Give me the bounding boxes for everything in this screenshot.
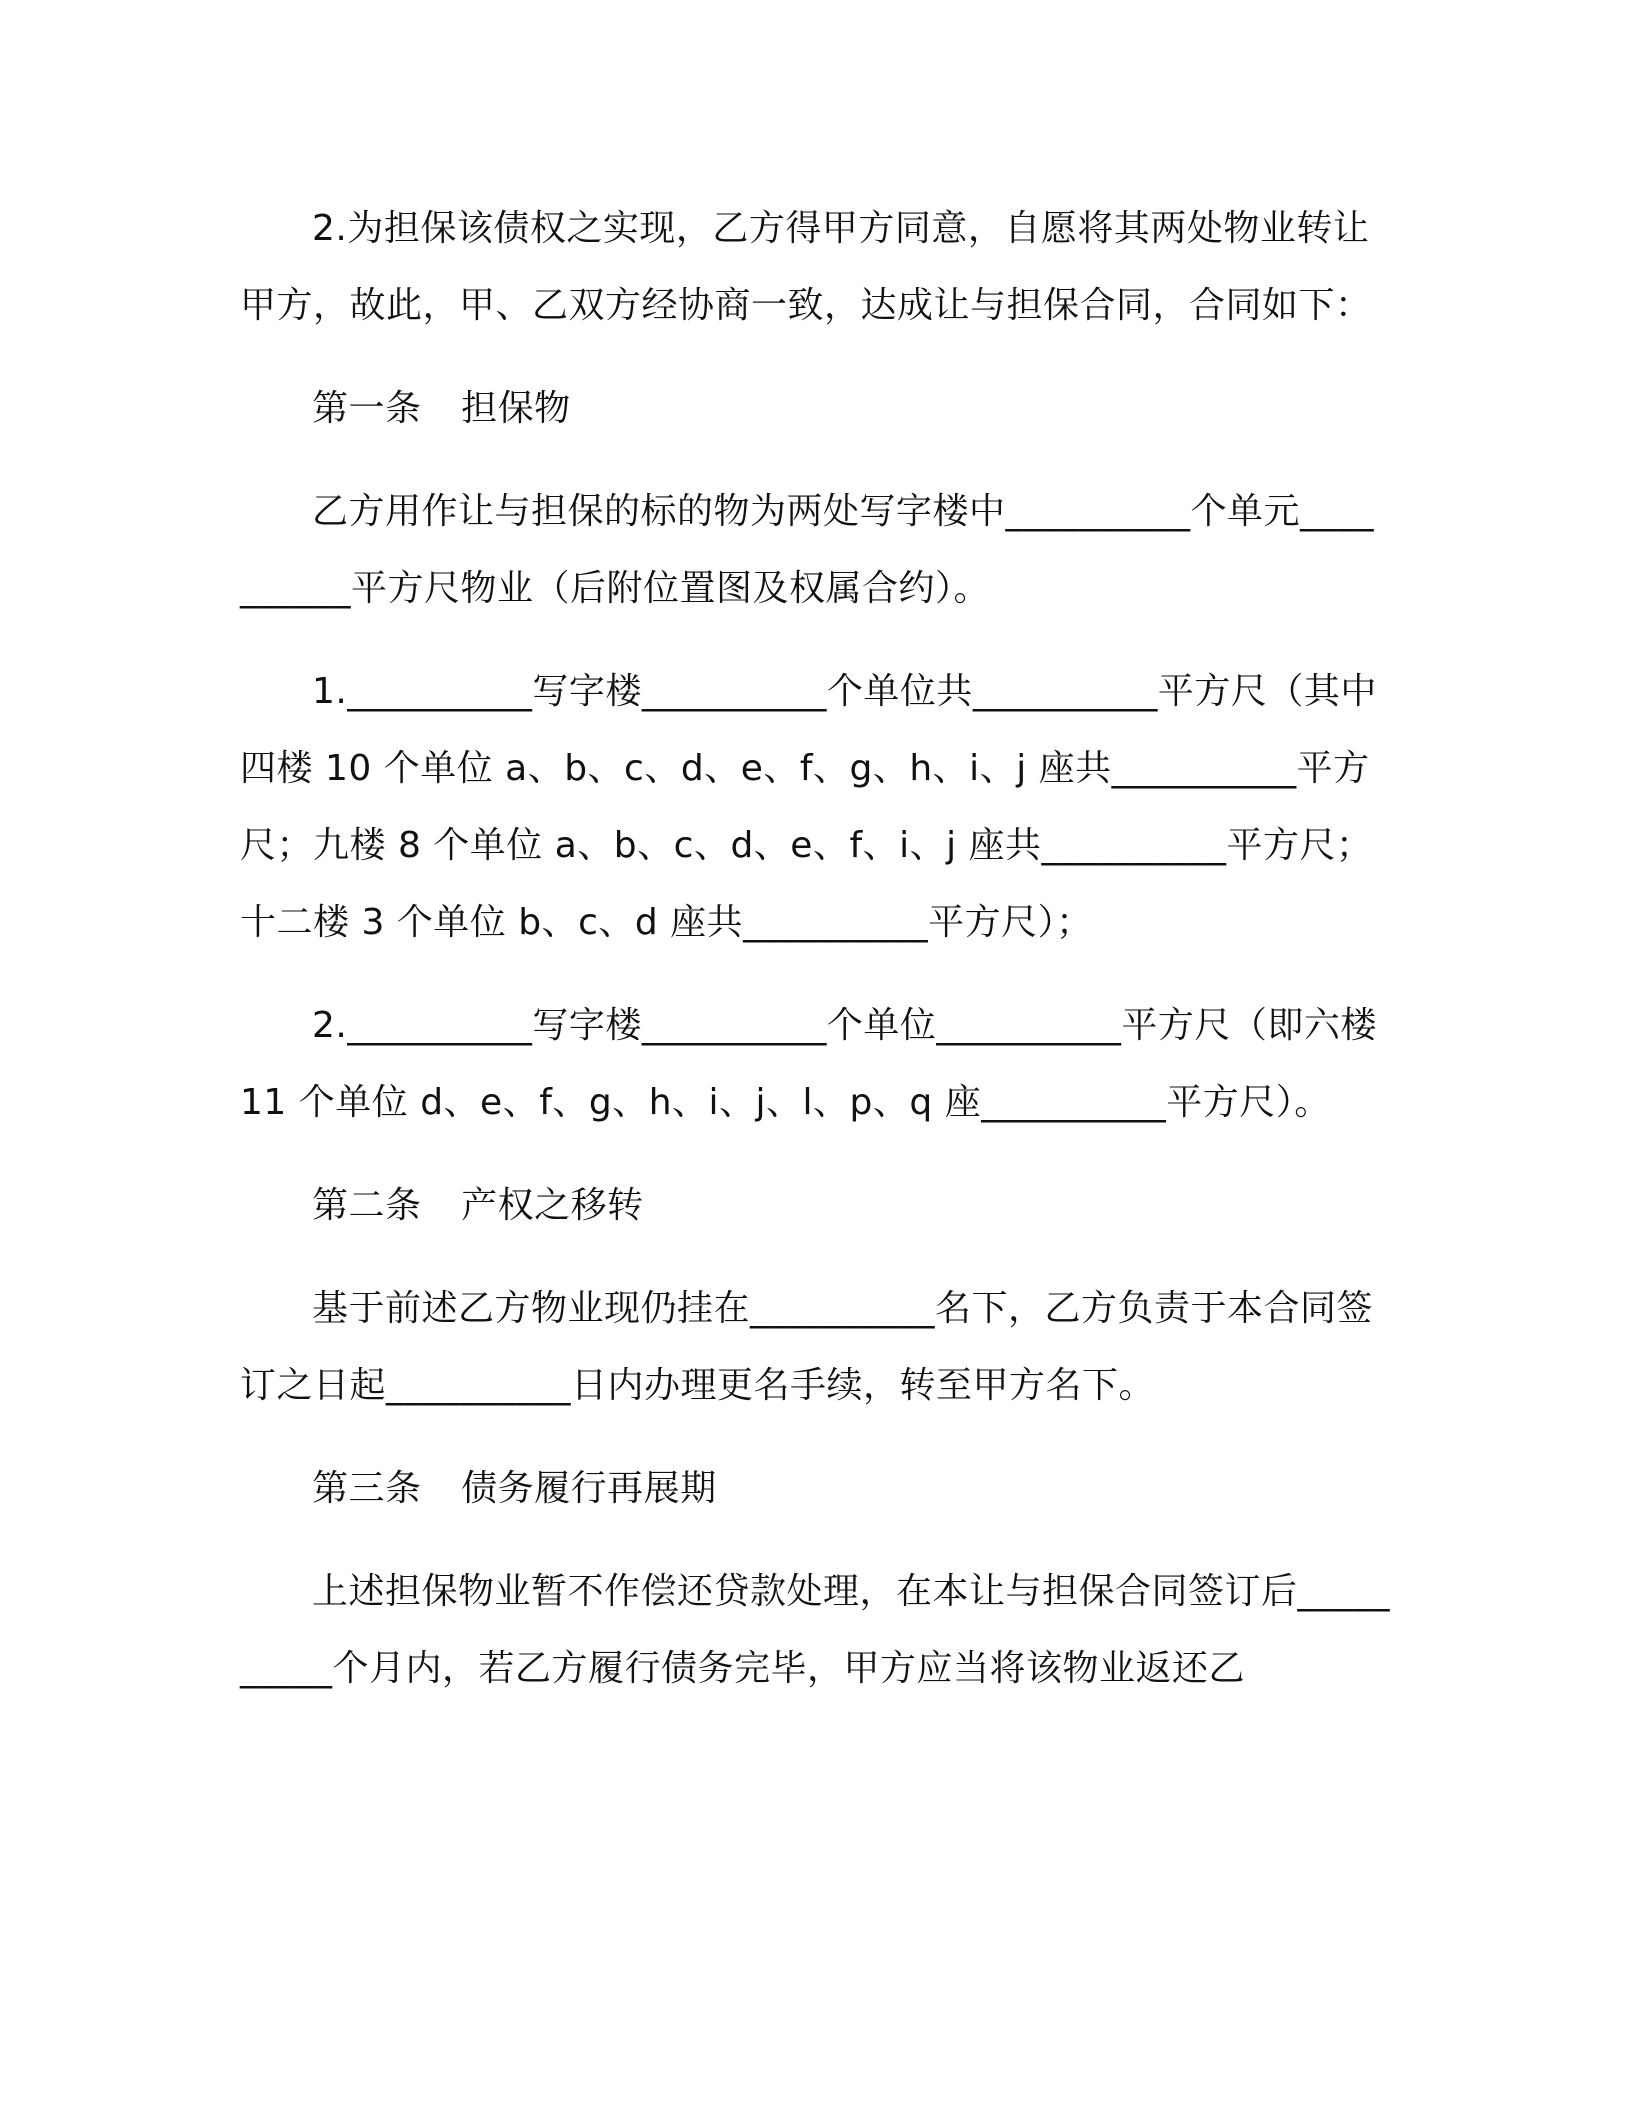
article-title: 债务履行再展期 [461, 1468, 717, 1509]
document-body [240, 190, 1390, 1733]
article-heading-1 [240, 370, 1390, 447]
article-number: 第三条 [312, 1468, 422, 1509]
article-heading-3 [240, 1450, 1390, 1527]
paragraph-extension: 上述担保物业暂不作偿还贷款处理，在本让与担保合同签订后__________个月内，若乙方履行债务完毕，甲方应当将该物业返还乙 [240, 1571, 1391, 1689]
paragraph-property-1: 1.__________写字楼__________个单位共__________平方尺（其中四楼 10 个单位 a、b、c、d、e、f、g、h、i、j 座共__________平方尺；九楼 8 个单位 a、b、c、d、e、f、i、j 座共__________平方尺；十二楼 3 个单位 b、c、d 座共__________平方尺）； [240, 671, 1377, 943]
article-number: 第一条 [312, 388, 422, 429]
paragraph-transfer: 基于前述乙方物业现仍挂在__________名下，乙方负责于本合同签订之日起__________日内办理更名手续，转至甲方名下。 [240, 1288, 1374, 1406]
article-title: 产权之移转 [461, 1185, 644, 1226]
article-heading-2 [240, 1167, 1390, 1244]
paragraph-collateral: 乙方用作让与担保的标的物为两处写字楼中__________个单元__________平方尺物业（后附位置图及权属合约）。 [240, 491, 1375, 609]
article-title: 担保物 [461, 388, 571, 429]
paragraph-property-2: 2.__________写字楼__________个单位__________平方尺（即六楼 11 个单位 d、e、f、g、h、i、j、l、p、q 座__________平方尺）。 [240, 1005, 1377, 1123]
paragraph-intro: 2.为担保该债权之实现，乙方得甲方同意，自愿将其两处物业转让甲方，故此，甲、乙双方经协商一致，达成让与担保合同，合同如下： [240, 208, 1372, 326]
article-number: 第二条 [312, 1185, 422, 1226]
